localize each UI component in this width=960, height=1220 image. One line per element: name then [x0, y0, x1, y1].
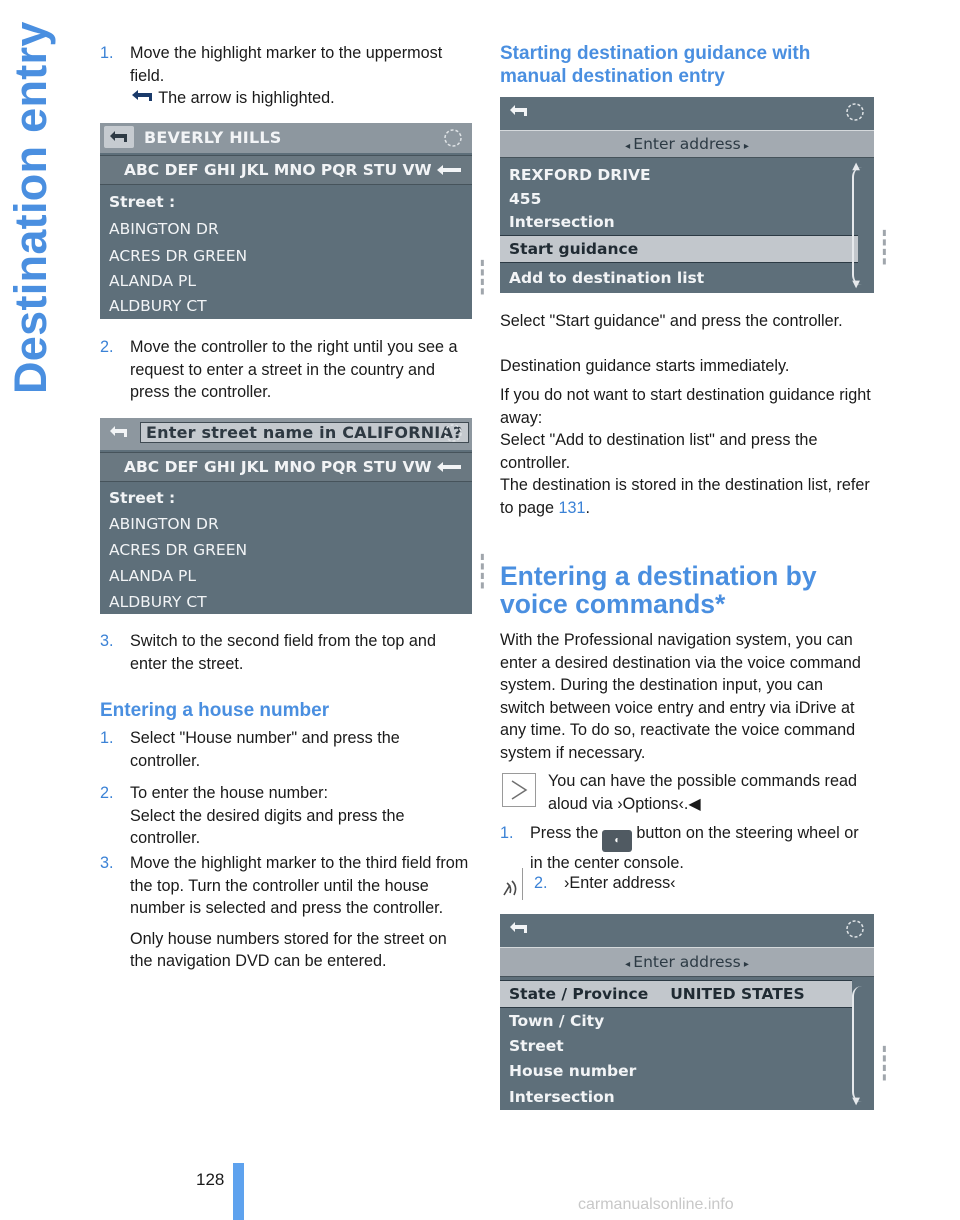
menu-header[interactable]: ◂ Enter address ▸: [500, 130, 874, 158]
step-text: ›Enter address‹: [564, 874, 676, 892]
screen-start-guidance: [500, 97, 874, 293]
note-text: You can have the possible commands read aloud via ›Options‹.◀: [548, 772, 857, 813]
step-text-2: Only house numbers stored for the street on the navigation DVD can be entered.: [130, 929, 447, 970]
paragraph-line: The destination is stored in the destination list, refer to page: [500, 476, 870, 517]
scroll-up-icon: ▲: [852, 161, 860, 172]
step-text: Press the: [530, 824, 599, 842]
house-step-3: [100, 852, 472, 973]
list-item: Street :: [109, 489, 176, 507]
list-item[interactable]: ACRES DR GREEN: [109, 247, 248, 265]
figure-code: ▮▮▮▮: [478, 258, 487, 296]
selected-label: State / Province: [509, 985, 649, 1003]
step-text: Move the highlight marker to the uppermost field.: [130, 44, 443, 85]
scroll-down-icon: ▼: [852, 1096, 860, 1107]
voice-step-1: [500, 822, 872, 875]
step-3: [100, 630, 472, 675]
delete-arrow-icon[interactable]: [436, 164, 462, 176]
list-item[interactable]: REXFORD DRIVE: [509, 166, 651, 184]
step-subtext: The arrow is highlighted.: [158, 89, 335, 107]
screen-beverly-hills: [100, 123, 472, 319]
figure-code: ▮▮▮▮: [478, 552, 487, 590]
screen-enter-address: [500, 914, 874, 1110]
back-arrow-icon[interactable]: [504, 917, 534, 939]
step-number: 3.: [100, 632, 114, 650]
list-item[interactable]: Intersection: [509, 213, 615, 231]
menu-header-label: Enter address: [633, 953, 741, 971]
controller-move-icon: [842, 100, 868, 124]
list-item: Street :: [109, 193, 176, 211]
step-number: 3.: [100, 854, 114, 872]
list-item[interactable]: Street: [509, 1037, 564, 1055]
page-number-bar: [233, 1163, 244, 1220]
house-number-heading: Entering a house number: [100, 700, 330, 721]
back-arrow-icon[interactable]: [104, 126, 134, 148]
list-item[interactable]: House number: [509, 1062, 637, 1080]
selected-value: UNITED STATES: [670, 985, 805, 1003]
step-text: Move the highlight marker to the third field from the top. Turn the controller until the house number is selected and press the controller.: [130, 854, 469, 917]
list-item[interactable]: ABINGTON DR: [109, 515, 219, 533]
back-arrow-icon[interactable]: [504, 100, 534, 122]
paragraph-line: If you do not want to start destination guidance right away:: [500, 386, 871, 427]
figure-code: ▮▮▮▮: [880, 228, 889, 266]
divider: [522, 868, 523, 900]
list-item[interactable]: 455: [509, 190, 542, 208]
list-item-selected[interactable]: Start guidance: [500, 235, 858, 263]
paragraph-line: Select "Add to destination list" and press the controller.: [500, 431, 818, 472]
screen-title-bar: [100, 418, 472, 450]
voice-command-icon: [500, 873, 522, 899]
figure-code: ▮▮▮▮: [880, 1044, 889, 1082]
list-item[interactable]: ALDBURY CT: [109, 297, 207, 315]
voice-button-icon: ◐: [602, 830, 632, 852]
step-text: button on the steering wheel or in the center console.: [530, 824, 859, 872]
alphabet-letters: ABC DEF GHI JKL MNO PQR STU VW: [124, 161, 432, 179]
list-item[interactable]: Add to destination list: [509, 269, 705, 287]
house-step-2: [100, 782, 472, 850]
alphabet-letters: ABC DEF GHI JKL MNO PQR STU VW: [124, 458, 432, 476]
step-1: [100, 42, 472, 110]
alphabet-bar[interactable]: [100, 452, 472, 482]
step-number: 1.: [500, 824, 514, 842]
screen-title-bar: [500, 97, 874, 129]
menu-header[interactable]: ◂ Enter address ▸: [500, 947, 874, 977]
step-text: Switch to the second field from the top and enter the street.: [130, 632, 436, 673]
controller-move-icon: [842, 917, 868, 941]
section-title: Destination entry: [5, 21, 56, 395]
paragraph: Select "Start guidance" and press the controller.: [500, 312, 843, 330]
screen-title: BEVERLY HILLS: [144, 128, 282, 147]
scrollbar[interactable]: [852, 986, 862, 1102]
watermark: carmanualsonline.info: [578, 1196, 734, 1213]
voice-heading: Entering a destination by voice commands*: [500, 561, 817, 619]
screen-title: Enter street name in CALIFORNIA?: [140, 422, 469, 443]
step-text: To enter the house number:: [130, 784, 328, 802]
step-number: 2.: [100, 784, 114, 802]
step-number: 1.: [100, 44, 114, 62]
list-item[interactable]: ACRES DR GREEN: [109, 541, 248, 559]
screen-title-bar: [500, 914, 874, 944]
note-icon: [502, 773, 536, 807]
menu-header-label: Enter address: [633, 135, 741, 153]
alphabet-bar[interactable]: [100, 155, 472, 185]
house-step-1: [100, 727, 472, 772]
screen-title-bar: [100, 123, 472, 153]
page-link[interactable]: 131: [558, 498, 586, 517]
list-item-selected[interactable]: [500, 980, 852, 1008]
paragraph: With the Professional navigation system, you can enter a desired destination via the voice command system. During the destination input, you can switch between voice entry and entry via iDrive at any time. To do so, reactivate the voice command system if necessary.: [500, 631, 861, 762]
controller-move-icon: [440, 126, 466, 150]
list-item[interactable]: Town / City: [509, 1012, 605, 1030]
list-item[interactable]: ABINGTON DR: [109, 220, 219, 238]
step-number: 2.: [100, 338, 114, 356]
step-2: [100, 336, 472, 404]
step-text: Select "House number" and press the controller.: [130, 729, 400, 770]
page-number: 128: [196, 1170, 225, 1189]
list-item[interactable]: ALANDA PL: [109, 272, 196, 290]
step-number: 1.: [100, 729, 114, 747]
step-number: 2.: [534, 874, 548, 892]
scroll-down-icon: ▼: [852, 279, 860, 290]
paragraph: If you do not want to start destination guidance right away: Select "Add to destination list" and press the controller. The destination is stored in the destination list, refer to page 131.: [500, 386, 871, 517]
paragraph: Destination guidance starts immediately.: [500, 357, 790, 375]
screen-enter-street: [100, 418, 472, 614]
list-item[interactable]: ALANDA PL: [109, 567, 196, 585]
voice-step-2: [534, 872, 834, 895]
guidance-heading: Starting destination guidance with manual destination entry: [500, 43, 811, 87]
step-text-2: Select the desired digits and press the controller.: [130, 806, 405, 847]
scrollbar[interactable]: [852, 167, 862, 285]
list-item[interactable]: ALDBURY CT: [109, 593, 207, 611]
back-arrow-icon[interactable]: [104, 421, 134, 443]
delete-arrow-icon[interactable]: [436, 461, 462, 473]
list-item[interactable]: Intersection: [509, 1088, 615, 1106]
step-text: Move the controller to the right until you see a request to enter a street in the country and press the controller.: [130, 338, 458, 401]
back-arrow-icon: [130, 89, 154, 107]
controller-move-icon: [440, 421, 466, 445]
